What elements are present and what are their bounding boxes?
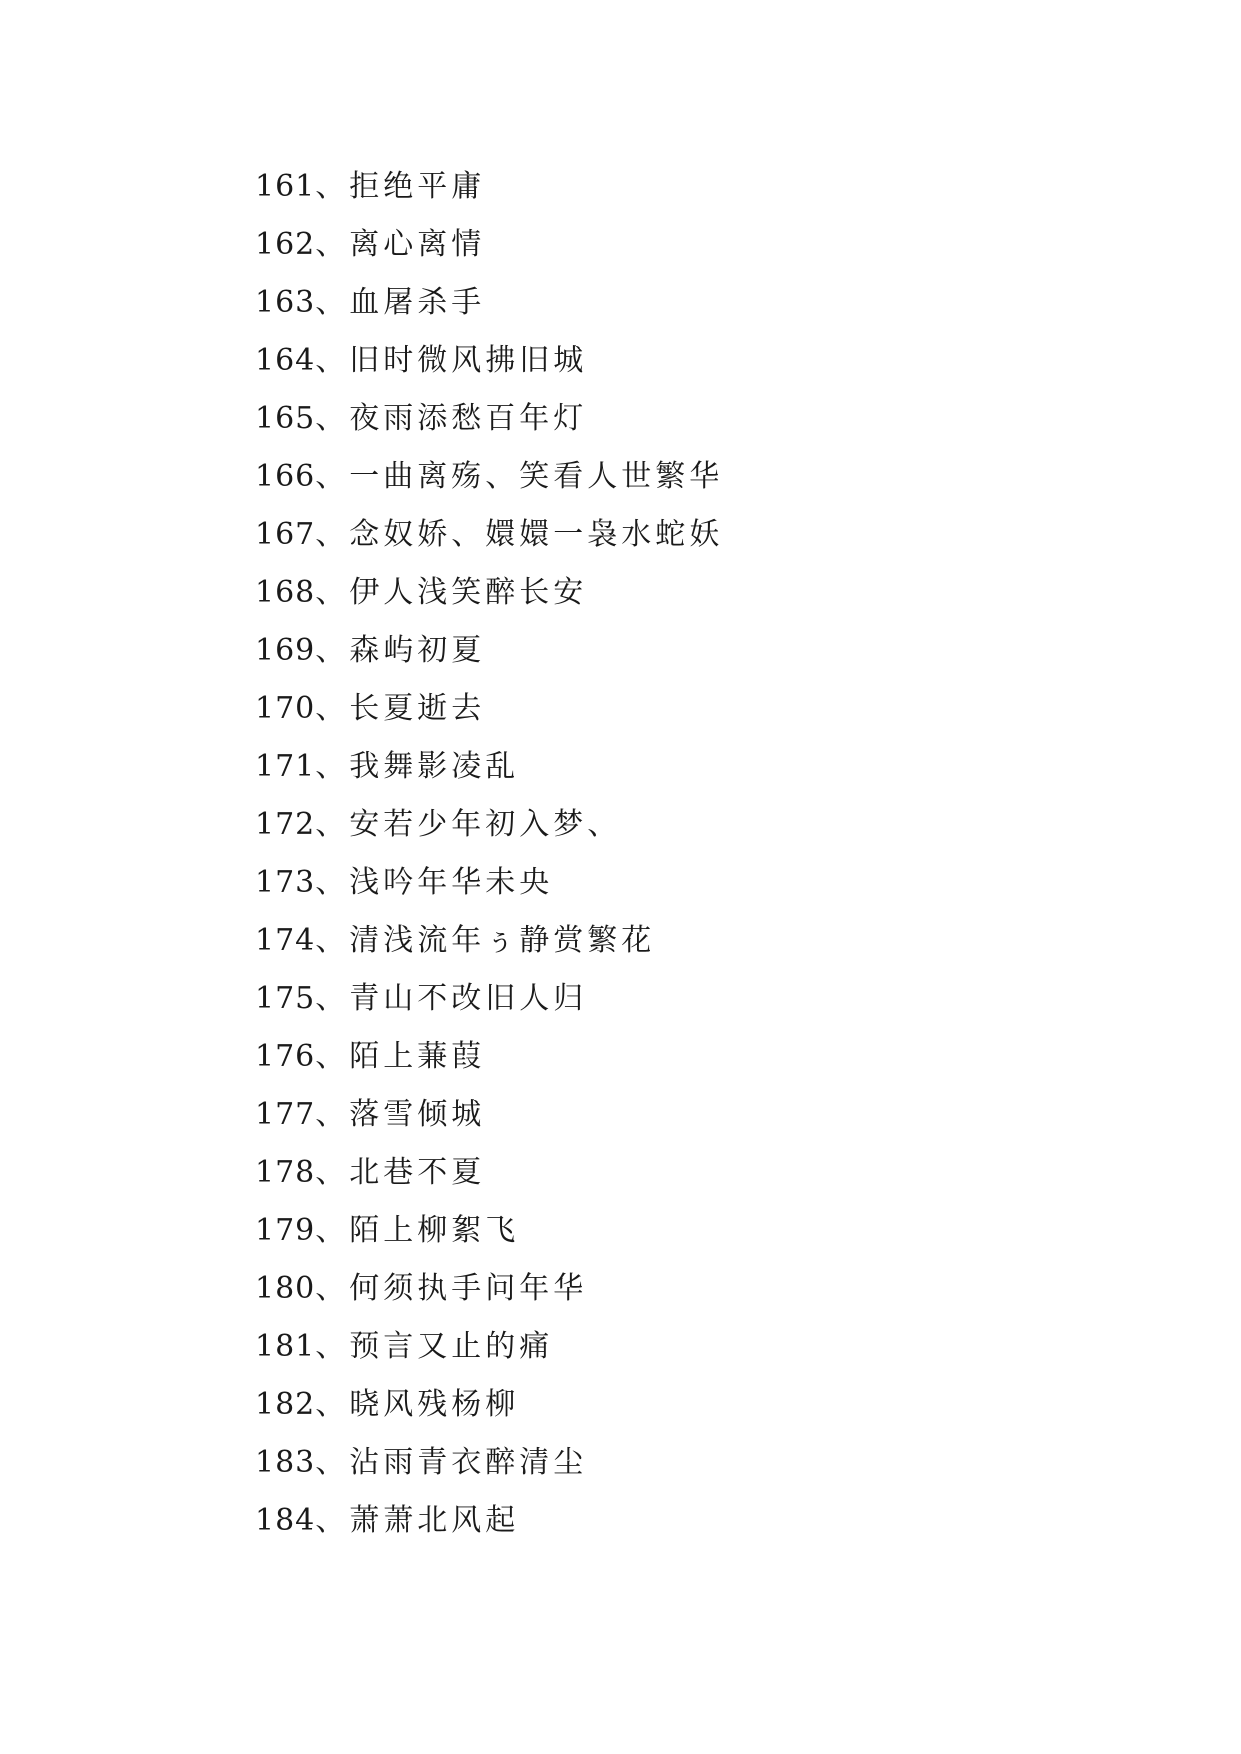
list-item: [255, 1496, 723, 1554]
item-text: 、沾雨青衣醉清尘: [315, 1445, 588, 1480]
list-item: [255, 1032, 723, 1090]
list-item: [255, 394, 723, 452]
list-item: [255, 742, 723, 800]
list-item: [255, 510, 723, 568]
list-item: [255, 278, 723, 336]
item-text: 、森屿初夏: [315, 633, 486, 668]
list-item: [255, 162, 723, 220]
item-number: 165: [255, 401, 316, 436]
item-number: 167: [255, 517, 316, 552]
list-item: [255, 1148, 723, 1206]
item-text: 、陌上柳絮飞: [315, 1213, 520, 1248]
item-number: 175: [255, 981, 316, 1016]
list-item: [255, 1264, 723, 1322]
item-text: 、晓风残杨柳: [315, 1387, 520, 1422]
list-item: [255, 336, 723, 394]
list-item: [255, 974, 723, 1032]
item-text: 、我舞影凌乱: [315, 749, 520, 784]
list-item: [255, 568, 723, 626]
list-item: [255, 684, 723, 742]
item-number: 179: [255, 1213, 316, 1248]
item-number: 177: [255, 1097, 316, 1132]
item-text: 、清浅流年ぅ静赏繁花: [315, 923, 656, 958]
item-number: 178: [255, 1155, 316, 1190]
item-number: 183: [255, 1445, 316, 1480]
item-text: 、长夏逝去: [315, 691, 486, 726]
list-item: [255, 858, 723, 916]
item-text: 、预言又止的痛: [315, 1329, 554, 1364]
item-number: 164: [255, 343, 316, 378]
item-text: 、萧萧北风起: [315, 1503, 520, 1538]
item-number: 170: [255, 691, 316, 726]
list-item: [255, 1380, 723, 1438]
item-number: 184: [255, 1503, 316, 1538]
item-number: 161: [255, 169, 316, 204]
list-item: [255, 626, 723, 684]
item-text: 、北巷不夏: [315, 1155, 486, 1190]
item-text: 、安若少年初入梦、: [315, 807, 622, 842]
list-item: [255, 1206, 723, 1264]
item-number: 163: [255, 285, 316, 320]
item-number: 173: [255, 865, 316, 900]
list-item: [255, 220, 723, 278]
item-text: 、青山不改旧人归: [315, 981, 588, 1016]
item-text: 、一曲离殇、笑看人世繁华: [315, 459, 724, 494]
item-number: 171: [255, 749, 316, 784]
item-text: 、浅吟年华未央: [315, 865, 554, 900]
item-number: 168: [255, 575, 316, 610]
item-text: 、夜雨添愁百年灯: [315, 401, 588, 436]
item-text: 、伊人浅笑醉长安: [315, 575, 588, 610]
list-item: [255, 1322, 723, 1380]
item-text: 、落雪倾城: [315, 1097, 486, 1132]
item-number: 176: [255, 1039, 316, 1074]
list-item: [255, 916, 723, 974]
list-item: [255, 452, 723, 510]
item-number: 181: [255, 1329, 316, 1364]
list-item: [255, 1090, 723, 1148]
item-number: 169: [255, 633, 316, 668]
item-number: 180: [255, 1271, 316, 1306]
item-number: 166: [255, 459, 316, 494]
item-number: 182: [255, 1387, 316, 1422]
list-item: [255, 800, 723, 858]
item-number: 162: [255, 227, 316, 262]
item-number: 174: [255, 923, 316, 958]
item-text: 、何须执手问年华: [315, 1271, 588, 1306]
item-number: 172: [255, 807, 316, 842]
item-text: 、离心离情: [315, 227, 486, 262]
item-text: 、拒绝平庸: [315, 169, 486, 204]
item-text: 、血屠杀手: [315, 285, 486, 320]
name-list: [255, 162, 723, 1554]
list-item: [255, 1438, 723, 1496]
item-text: 、陌上蒹葭: [315, 1039, 486, 1074]
item-text: 、旧时微风拂旧城: [315, 343, 588, 378]
item-text: 、念奴娇、嬛嬛一袅水蛇妖: [315, 517, 724, 552]
